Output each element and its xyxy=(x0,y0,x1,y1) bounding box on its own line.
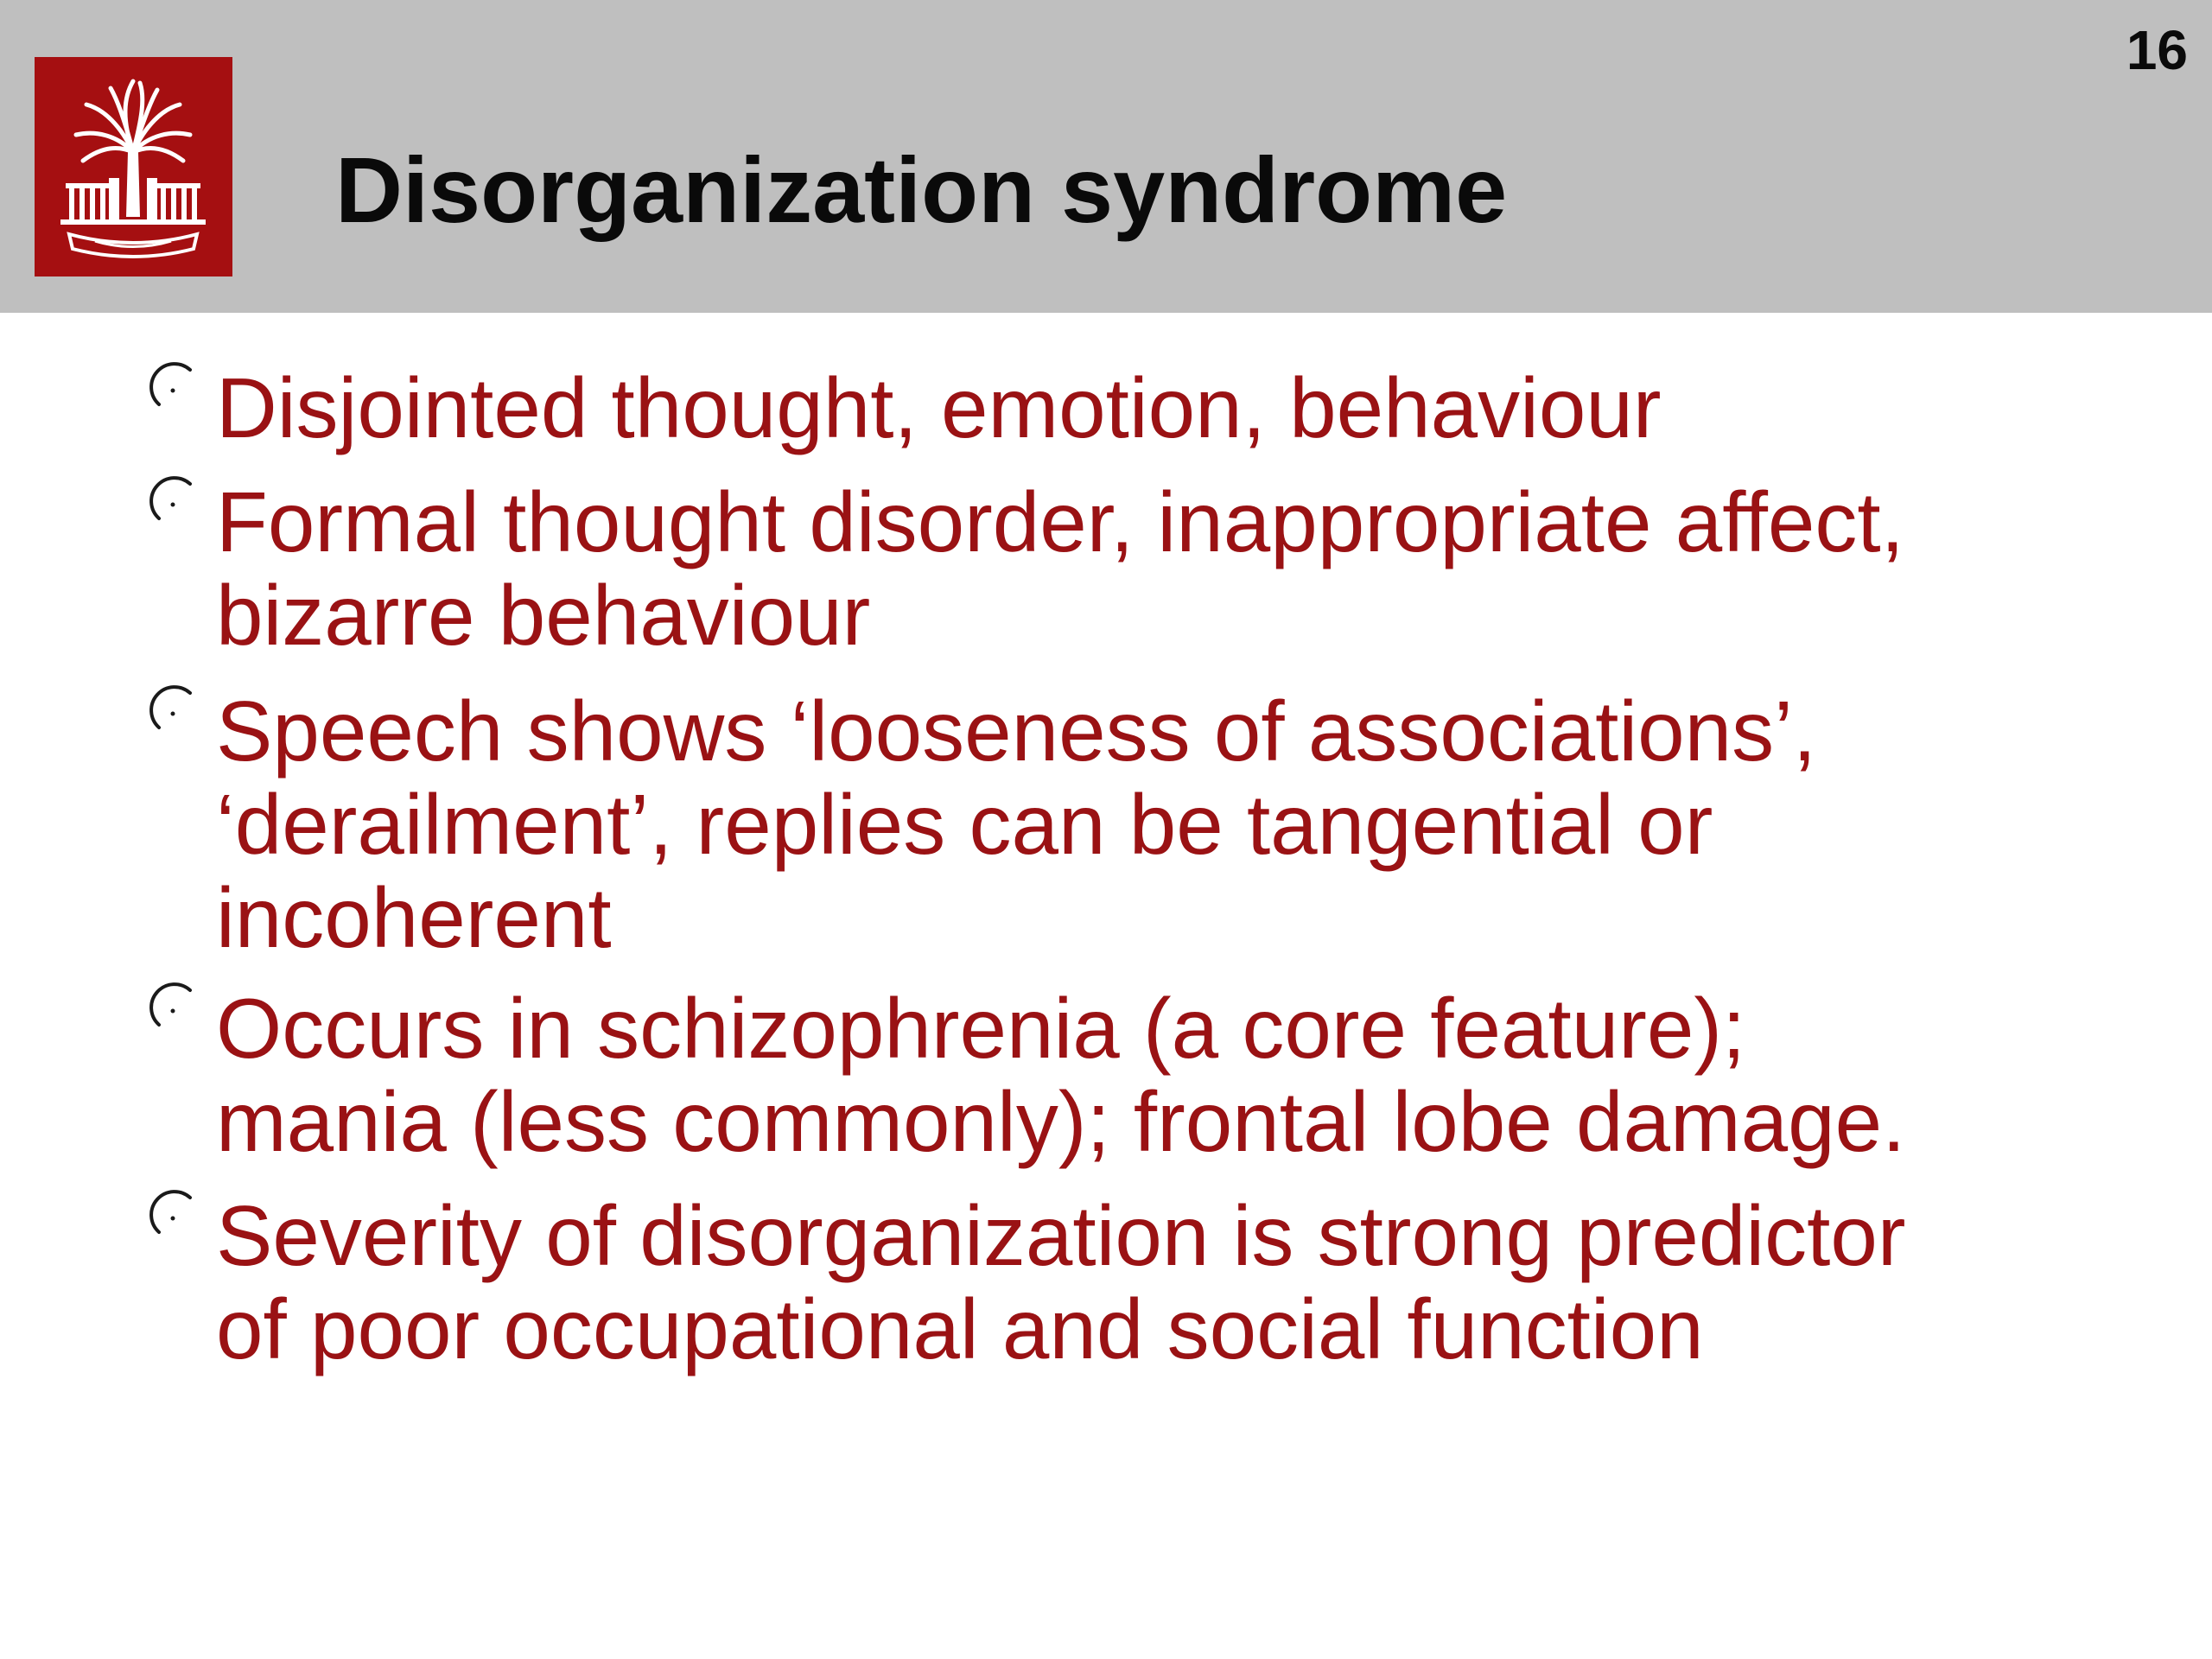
bullet-item: Occurs in schizophrenia (a core feature); mania (less commonly); frontal lobe damage. xyxy=(216,981,1906,1169)
page-number: 16 xyxy=(2126,19,2188,81)
open-circle-bullet-icon xyxy=(143,980,199,1035)
slide-title: Disorganization syndrome xyxy=(335,137,1508,242)
open-circle-bullet-icon xyxy=(143,474,199,529)
open-circle-bullet-icon xyxy=(143,1187,199,1243)
open-circle-bullet-icon xyxy=(143,683,199,738)
bullet-item: Severity of disorganization is strong predictor of poor occupational and social function xyxy=(216,1188,1906,1376)
open-circle-bullet-icon xyxy=(143,359,199,415)
bullet-item: Speech shows ‘looseness of associations’, ‘derailment’, replies can be tangential or incoherent xyxy=(216,683,1817,965)
bullet-item: Formal thought disorder, inappropriate affect, bizarre behaviour xyxy=(216,474,1904,663)
bullet-item: Disjointed thought, emotion, behaviour xyxy=(216,360,1662,455)
